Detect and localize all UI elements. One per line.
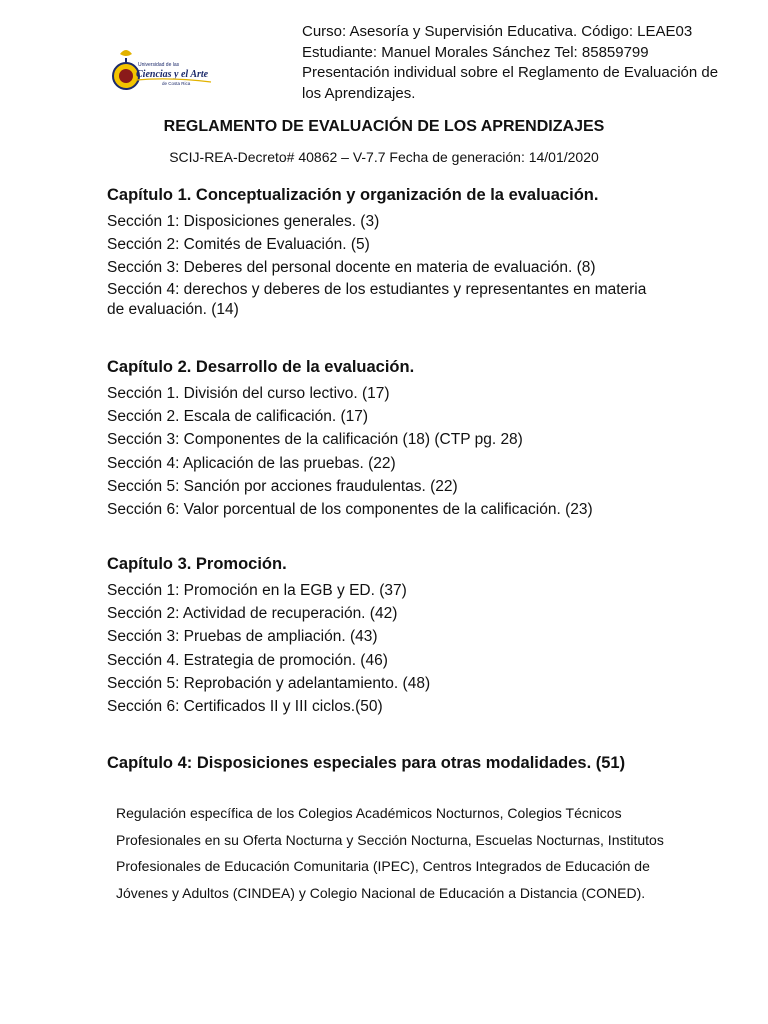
course-line: Curso: Asesoría y Supervisión Educativa. Código: LEAE03 [302,23,693,40]
section-item: Sección 1: Disposiciones generales. (3) [107,213,380,230]
section-item: Sección 3: Pruebas de ampliación. (43) [107,628,378,646]
section-item: Sección 1. División del curso lectivo. (17) [107,385,390,402]
section-item: Sección 6: Certificados II y III ciclos.(50) [107,698,383,716]
logo-main-text: Ciencias y el Arte [136,69,209,80]
section-item: Sección 3: Componentes de la calificación (18) (CTP pg. 28) [107,431,523,449]
section-item: Sección 1: Promoción en la EGB y ED. (37) [107,582,407,599]
chapter-title: Capítulo 3. Promoción. [107,555,287,573]
section-item: Sección 2: Comités de Evaluación. (5) [107,236,370,254]
section-item: Sección 2: Actividad de recuperación. (42) [107,605,398,623]
university-seal-icon [106,44,216,100]
section-item: Sección 5: Sanción por acciones fraudulentas. (22) [107,477,458,495]
chapter-title: Capítulo 1. Conceptualización y organización de la evaluación. [107,186,599,204]
document-subtitle: SCIJ-REA-Decreto# 40862 – V-7.7 Fecha de generación: 14/01/2020 [169,149,599,165]
chapter-title: Capítulo 4: Disposiciones especiales para otras modalidades. (51) [107,754,626,772]
section-item: Sección 6: Valor porcentual de los componentes de la calificación. (23) [107,501,593,519]
chapter-1 [107,185,727,323]
presentation-line-cont: los Aprendizajes. [302,84,416,102]
logo-bottom-text: de Costa Rica [162,81,191,86]
chapter-4 [107,753,727,778]
university-logo [106,44,216,100]
chapter-4-description: Regulación específica de los Colegios Académicos Nocturnos, Colegios Técnicos Profesionales en su Oferta Nocturna y Sección Nocturna, Escuelas Nocturnas, Institutos Profesionales de Educación Comunitaria (IPEC), Centros Integrados de Educación de Jóvenes y Adultos (CINDEA) y Colegio Nacional de Educación a Distancia (CONED). [116,805,664,901]
section-item: Sección 4. Estrategia de promoción. (46) [107,651,388,669]
section-item: Sección 4: derechos y deberes de los estudiantes y representantes en materia de evaluación. (14) [107,280,647,318]
section-item: Sección 5: Reprobación y adelantamiento. (48) [107,674,431,692]
section-item: Sección 2. Escala de calificación. (17) [107,408,369,426]
course-header [302,22,742,104]
chapter-title: Capítulo 2. Desarrollo de la evaluación. [107,358,415,376]
section-item: Sección 4: Aplicación de las pruebas. (22) [107,454,396,472]
student-line: Estudiante: Manuel Morales Sánchez Tel: 85859799 [302,43,649,61]
chapter-3 [107,554,727,718]
logo-top-text: Universidad de las [138,62,180,68]
section-item: Sección 3: Deberes del personal docente en materia de evaluación. (8) [107,259,596,277]
document-title: REGLAMENTO DE EVALUACIÓN DE LOS APRENDIZAJES [163,118,605,135]
chapter-2 [107,357,727,521]
presentation-line: Presentación individual sobre el Reglamento de Evaluación de [302,64,719,81]
